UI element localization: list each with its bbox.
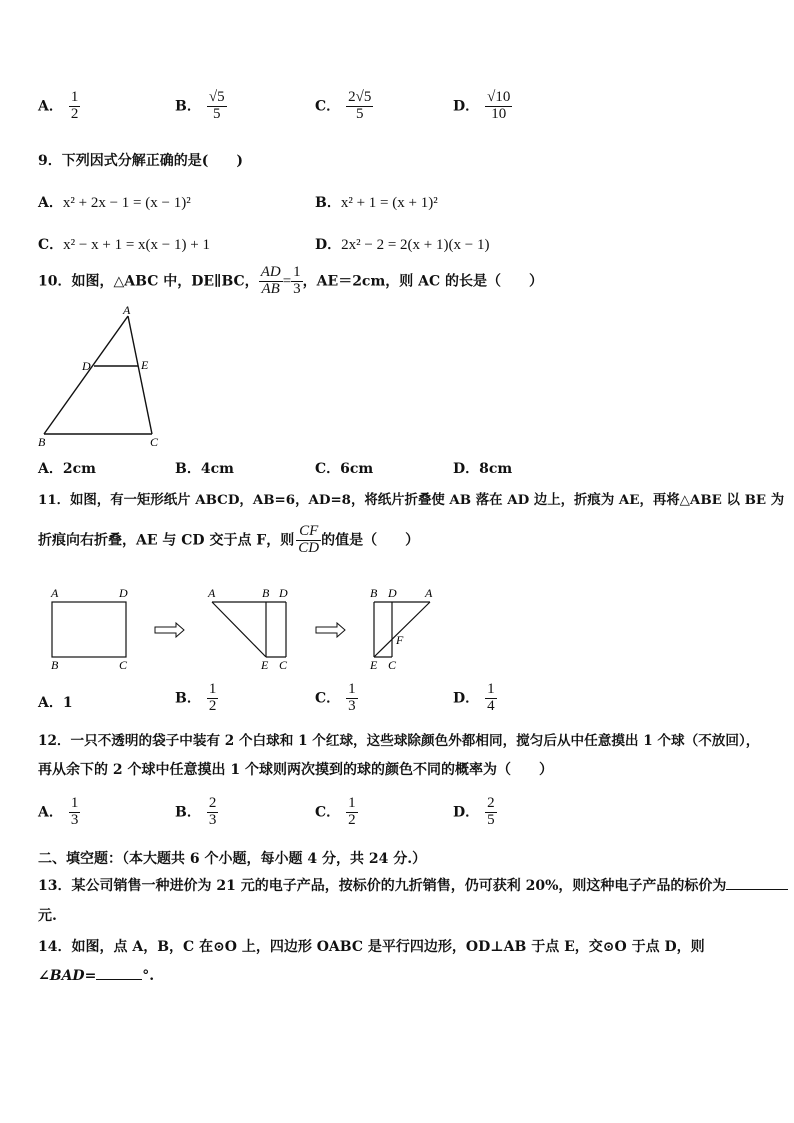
q12-option-a[interactable]	[38, 796, 80, 829]
label-e: E	[141, 358, 149, 372]
label-b: B	[38, 435, 46, 449]
option-label: D．	[453, 461, 480, 477]
denominator: 5	[212, 105, 221, 122]
fraction-ad-ab	[259, 265, 283, 298]
numerator: 1	[208, 681, 217, 697]
fig3-label-b: B	[370, 586, 378, 600]
denominator: 3	[293, 280, 301, 297]
option-label: B．	[175, 690, 201, 707]
fig2-label-d: D	[279, 586, 288, 600]
numerator: 1	[487, 681, 495, 697]
fig2-crease-ae	[212, 602, 266, 657]
fig3-label-e: E	[370, 658, 378, 672]
side-ab	[44, 316, 128, 434]
option-label: B．	[175, 461, 201, 477]
option-expression: 2x² − 2 = 2(x + 1)(x − 1)	[341, 237, 490, 253]
numerator: 2√5	[348, 89, 372, 105]
option-label: A．	[38, 695, 63, 711]
option-label: A．	[38, 461, 63, 477]
numerator: 1	[293, 264, 301, 280]
option-label: D．	[453, 690, 480, 707]
q9-stem: 9．下列因式分解正确的是( )	[38, 153, 243, 169]
option-label: A．	[38, 195, 63, 211]
q10-triangle-figure	[30, 302, 170, 450]
option-text: 6cm	[340, 461, 374, 477]
option-label: D．	[315, 237, 342, 253]
q11-option-a[interactable]	[38, 692, 73, 712]
fraction	[69, 796, 81, 829]
fig3-label-a: A	[425, 586, 433, 600]
answer-blank[interactable]	[726, 889, 788, 890]
denominator: 2	[208, 697, 217, 714]
q9-option-a[interactable]	[38, 192, 191, 212]
numerator: √10	[487, 89, 511, 105]
option-text: 4cm	[200, 461, 234, 477]
q8-option-c[interactable]	[315, 90, 373, 123]
stem-text: 10．如图，△ABC 中，DE∥BC，	[38, 273, 259, 290]
numerator: 1	[348, 795, 356, 811]
q12-stem-line2: 再从余下的 2 个球中任意摸出 1 个球则两次摸到的球的颜色不同的概率为（ ）	[38, 762, 553, 778]
q14-stem-line2	[38, 968, 154, 984]
q11-stem-line2	[38, 524, 419, 557]
q12-option-c[interactable]	[315, 796, 358, 829]
denominator: 3	[348, 697, 356, 714]
fig2-label-e: E	[261, 658, 269, 672]
q11-folding-figures	[40, 582, 460, 672]
q12-option-b[interactable]	[175, 796, 218, 829]
section-heading-fill-in: 二、填空题：（本大题共 6 个小题，每小题 4 分，共 24 分.）	[38, 851, 427, 867]
q11-option-b[interactable]	[175, 682, 218, 715]
option-label: A．	[38, 98, 63, 115]
q9-option-d[interactable]	[315, 234, 489, 254]
option-label: C．	[315, 98, 341, 115]
q12-stem-line1: 12．一只不透明的袋子中装有 2 个白球和 1 个红球，这些球除颜色外都相同，搅匀后从中任意摸出 1 个球（不放回），	[38, 733, 760, 749]
arrow-icon	[316, 623, 345, 637]
numerator: 2	[487, 795, 495, 811]
fig2-label-b: B	[262, 586, 270, 600]
option-label: C．	[315, 461, 341, 477]
fig1-label-c: C	[119, 658, 128, 672]
fraction	[346, 796, 358, 829]
numerator: AD	[260, 264, 281, 280]
q11-option-d[interactable]	[453, 682, 497, 715]
fig3-label-c: C	[388, 658, 397, 672]
option-label: B．	[175, 98, 201, 115]
q14-stem-line1: 14．如图，点 A，B，C 在⊙O 上，四边形 OABC 是平行四边形，OD⊥AB 于点 E，交⊙O 于点 D，则	[38, 939, 705, 955]
equals-sign: =	[282, 273, 292, 290]
stem-text: ∠BAD=	[38, 968, 97, 984]
denominator: 4	[487, 697, 495, 714]
q13-stem-line2: 元.	[38, 908, 57, 924]
option-label: A．	[38, 804, 63, 821]
q9-option-c[interactable]	[38, 234, 210, 254]
stem-text: ，AE＝2cm，则 AC 的长是（ ）	[302, 273, 544, 290]
denominator: 2	[348, 811, 356, 828]
q11-option-c[interactable]	[315, 682, 358, 715]
stem-text: 的值是（ ）	[321, 532, 420, 549]
q8-option-b[interactable]	[175, 90, 227, 123]
q10-stem	[38, 265, 543, 298]
fraction	[207, 90, 227, 123]
numerator: 1	[70, 89, 79, 105]
q10-option-c[interactable]	[315, 458, 373, 478]
option-text: 8cm	[479, 461, 513, 477]
denominator: CD	[298, 539, 320, 556]
fraction	[69, 90, 81, 123]
denominator: 3	[70, 811, 79, 828]
option-text: 2cm	[62, 461, 96, 477]
option-label: D．	[453, 98, 480, 115]
q9-option-b[interactable]	[315, 192, 438, 212]
stem-text: 折痕向右折叠，AE 与 CD 交于点 F，则	[38, 532, 295, 549]
option-label: C．	[38, 237, 64, 253]
fraction	[207, 796, 219, 829]
denominator: 3	[208, 811, 217, 828]
q10-option-b[interactable]	[175, 458, 234, 478]
fraction-cf-cd	[296, 524, 321, 557]
fig3-crease-ae	[374, 602, 430, 657]
fraction	[485, 682, 497, 715]
numerator: 1	[70, 795, 79, 811]
fraction	[346, 682, 358, 715]
q10-option-d[interactable]	[453, 458, 512, 478]
q12-option-d[interactable]	[453, 796, 497, 829]
denominator: 5	[487, 811, 495, 828]
numerator: 1	[348, 681, 356, 697]
q8-option-a[interactable]	[38, 90, 80, 123]
denominator: 5	[356, 105, 364, 122]
stem-text: °.	[142, 968, 155, 984]
fig1-label-a: A	[51, 586, 59, 600]
numerator: CF	[299, 523, 319, 539]
option-label: C．	[315, 690, 341, 707]
q8-option-d[interactable]	[453, 90, 512, 123]
fraction	[346, 90, 373, 123]
label-d: D	[82, 359, 91, 373]
fraction-one-third	[291, 265, 303, 298]
option-label: B．	[175, 804, 201, 821]
fraction	[207, 682, 219, 715]
fraction	[485, 796, 497, 829]
denominator: 10	[491, 105, 507, 122]
rectangle-abcd	[52, 602, 126, 657]
option-expression: x² + 2x − 1 = (x − 1)²	[62, 195, 191, 211]
option-label: B．	[315, 195, 341, 211]
arrow-icon	[155, 623, 184, 637]
fig2-label-a: A	[208, 586, 216, 600]
denominator: 2	[70, 105, 79, 122]
q11-stem-line1: 11．如图，有一矩形纸片 ABCD，AB=6，AD=8，将纸片折叠使 AB 落在 AD 边上，折痕为 AE，再将△ABE 以 BE 为	[38, 492, 785, 508]
fig1-label-b: B	[51, 658, 59, 672]
option-expression: x² + 1 = (x + 1)²	[340, 195, 438, 211]
option-label: C．	[315, 804, 341, 821]
stem-text: 13．某公司销售一种进价为 21 元的电子产品，按标价的九折销售，仍可获利 20%，则这种电子产品的标价为	[38, 878, 727, 894]
label-c: C	[150, 435, 159, 449]
label-a: A	[123, 303, 131, 317]
option-text: 1	[62, 695, 73, 711]
option-label: D．	[453, 804, 480, 821]
denominator: AB	[261, 280, 280, 297]
numerator: √5	[208, 89, 225, 105]
fraction	[485, 90, 512, 123]
q10-option-a[interactable]	[38, 458, 96, 478]
fig3-label-f: F	[396, 633, 404, 647]
answer-blank[interactable]	[96, 979, 142, 980]
side-ac	[128, 316, 152, 434]
fig3-label-d: D	[388, 586, 397, 600]
q13-stem-line1	[38, 875, 788, 895]
numerator: 2	[208, 795, 217, 811]
fig2-label-c: C	[279, 658, 288, 672]
fig1-label-d: D	[119, 586, 128, 600]
option-expression: x² − x + 1 = x(x − 1) + 1	[63, 237, 210, 253]
